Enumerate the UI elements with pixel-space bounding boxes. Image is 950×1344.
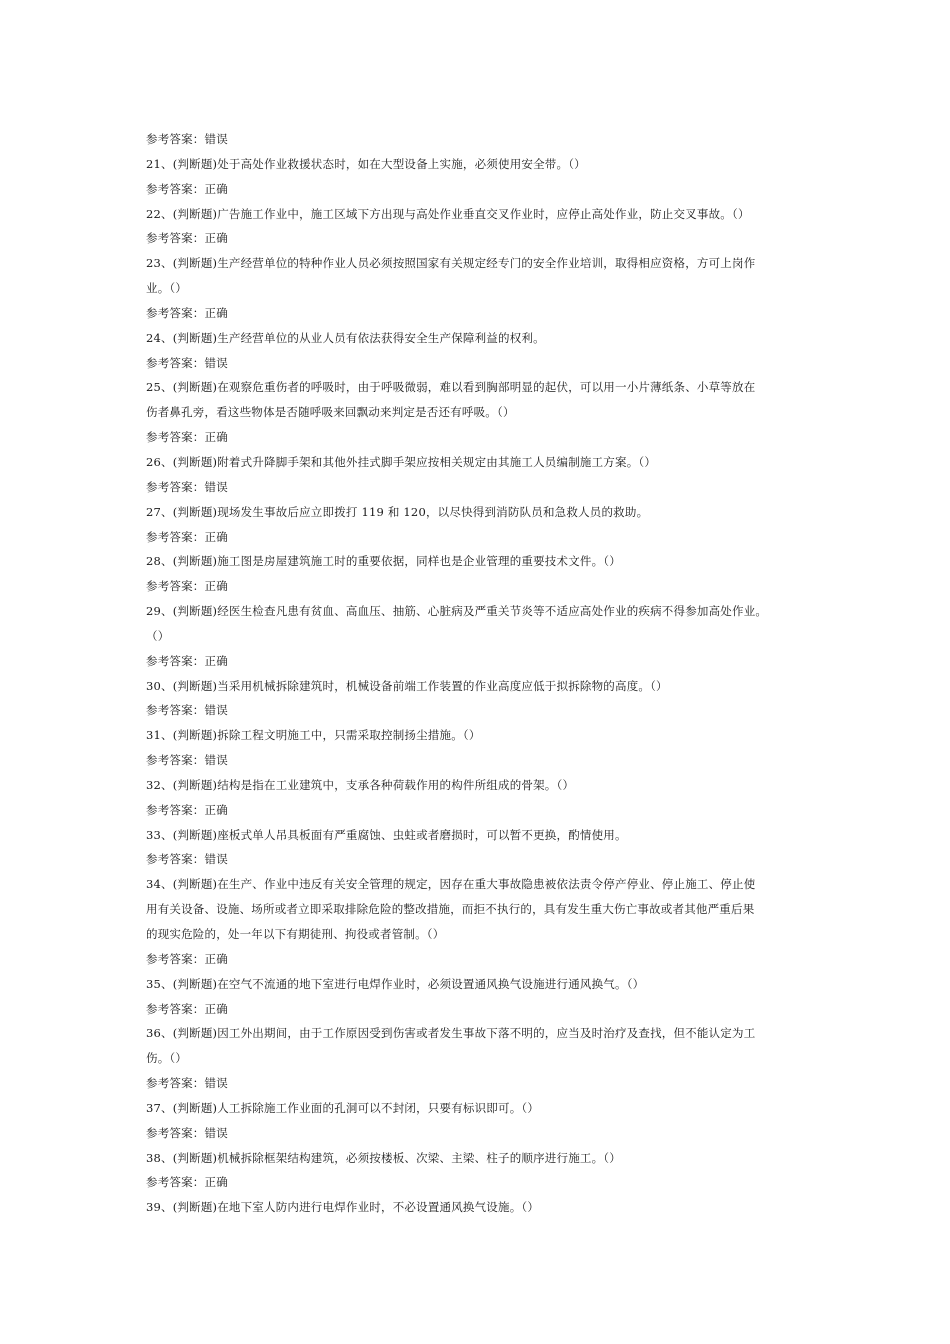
question-line: 33、(判断题)座板式单人吊具板面有严重腐蚀、虫蛀或者磨损时，可以暂不更换，酌情使用。 [146, 827, 627, 842]
question-line: 25、(判断题)在观察危重伤者的呼吸时，由于呼吸微弱，难以看到胸部明显的起伏，可以用一小片薄纸条、小草等放在 [146, 380, 756, 395]
answer-line: 参考答案：正确 [146, 579, 228, 594]
question-line: 21、(判断题)处于高处作业救援状态时，如在大型设备上实施，必须使用安全带。（） [146, 156, 586, 171]
question-line: 31、(判断题)拆除工程文明施工中，只需采取控制扬尘措施。（） [146, 728, 481, 743]
question-continuation-line: 的现实危险的，处一年以下有期徒刑、拘役或者管制。（） [146, 927, 445, 941]
question-line: 32、(判断题)结构是指在工业建筑中，支承各种荷载作用的构件所组成的骨架。（） [146, 777, 575, 792]
answer-line: 参考答案：正确 [146, 529, 228, 544]
answer-line: 参考答案：正确 [146, 181, 228, 196]
question-line: 39、(判断题)在地下室人防内进行电焊作业时，不必设置通风换气设施。（） [146, 1200, 540, 1215]
answer-line: 参考答案：正确 [146, 1175, 228, 1190]
question-line: 23、(判断题)生产经营单位的特种作业人员必须按照国家有关规定经专门的安全作业培训，取得相应资格，方可上岗作 [146, 256, 756, 271]
answer-line: 参考答案：正确 [146, 802, 228, 817]
answer-line: 参考答案：正确 [146, 653, 228, 668]
answer-line: 参考答案：错误 [146, 132, 228, 146]
answer-line: 参考答案：正确 [146, 430, 228, 445]
answer-line: 参考答案：错误 [146, 1125, 228, 1140]
question-line: 29、(判断题)经医生检查凡患有贫血、高血压、抽筋、心脏病及严重关节炎等不适应高处作业的疾病不得参加高处作业。 [146, 604, 768, 619]
question-continuation-line: 伤。（） [146, 1051, 188, 1066]
answer-line: 参考答案：错误 [146, 753, 228, 768]
question-line: 22、(判断题)广告施工作业中，施工区域下方出现与高处作业垂直交叉作业时，应停止高处作业，防止交叉事故。（） [146, 206, 750, 221]
answer-line: 参考答案：正确 [146, 951, 228, 966]
question-line: 26、(判断题)附着式升降脚手架和其他外挂式脚手架应按相关规定由其施工人员编制施工方案。（） [146, 454, 657, 469]
question-continuation-line: 伤者鼻孔旁，看这些物体是否随呼吸来回飘动来判定是否还有呼吸。（） [146, 405, 515, 420]
answer-line: 参考答案：错误 [146, 355, 228, 370]
question-list [146, 127, 816, 1220]
question-continuation-line: 用有关设备、设施、场所或者立即采取排除危险的整改措施，而拒不执行的，具有发生重大伤亡事故或者其他严重后果 [146, 902, 755, 917]
answer-line: 参考答案：正确 [146, 1001, 228, 1016]
question-line: 27、(判断题)现场发生事故后应立即拨打 119 和 120，以尽快得到消防队员和急救人员的救助。 [146, 504, 649, 519]
answer-line: 参考答案：正确 [146, 231, 228, 246]
answer-line: 参考答案：错误 [146, 1076, 228, 1091]
question-line: 38、(判断题)机械拆除框架结构建筑，必须按楼板、次梁、主梁、柱子的顺序进行施工。（） [146, 1150, 621, 1165]
question-line: 24、(判断题)生产经营单位的从业人员有依法获得安全生产保障利益的权利。 [146, 330, 545, 345]
question-continuation-line: 业。（） [146, 281, 188, 296]
question-line: 30、(判断题)当采用机械拆除建筑时，机械设备前端工作装置的作业高度应低于拟拆除物的高度。（） [146, 678, 668, 693]
answer-line: 参考答案：正确 [146, 305, 228, 320]
question-line: 35、(判断题)在空气不流通的地下室进行电焊作业时，必须设置通风换气设施进行通风换气。（） [146, 976, 645, 991]
question-continuation-line: （） [146, 628, 170, 643]
question-line: 34、(判断题)在生产、作业中违反有关安全管理的规定，因存在重大事故隐患被依法责令停产停业、停止施工、停止使 [146, 877, 756, 892]
answer-line: 参考答案：错误 [146, 479, 228, 494]
answer-line: 参考答案：错误 [146, 703, 228, 718]
question-line: 28、(判断题)施工图是房屋建筑施工时的重要依据，同样也是企业管理的重要技术文件。（） [146, 554, 621, 569]
question-line: 37、(判断题)人工拆除施工作业面的孔洞可以不封闭，只要有标识即可。（） [146, 1100, 540, 1115]
answer-line: 参考答案：错误 [146, 852, 228, 867]
question-line: 36、(判断题)因工外出期间，由于工作原因受到伤害或者发生事故下落不明的，应当及时治疗及查找，但不能认定为工 [146, 1026, 756, 1041]
